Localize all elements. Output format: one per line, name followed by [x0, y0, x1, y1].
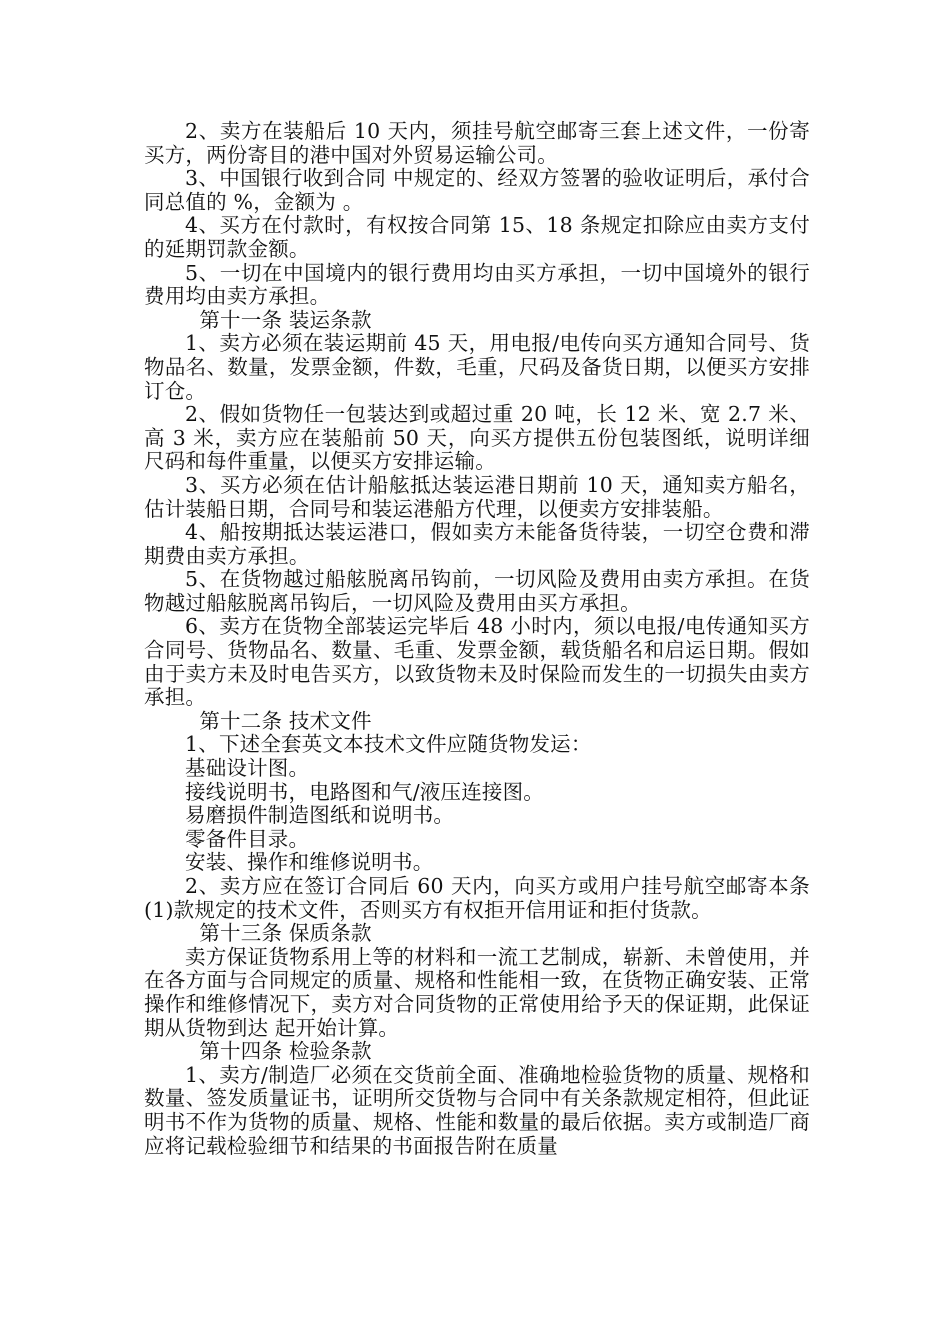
paragraph: 4、买方在付款时，有权按合同第 15、18 条规定扣除应由卖方支付的延期罚款金额。 — [144, 213, 810, 261]
section-heading: 第十二条 技术文件 — [199, 708, 372, 733]
paragraph: 基础设计图。 — [185, 756, 310, 781]
paragraph: 5、在货物越过船舷脱离吊钩前，一切风险及费用由卖方承担。在货物越过船舷脱离吊钩后，一切风险及费用由买方承担。 — [144, 567, 810, 615]
paragraph: 2、卖方应在签订合同后 60 天内，向买方或用户挂号航空邮寄本条(1)款规定的技术文件，否则买方有权拒开信用证和拒付货款。 — [144, 874, 810, 922]
paragraph: 3、中国银行收到合同 中规定的、经双方签署的验收证明后，承付合同总值的 %，金额为 。 — [144, 166, 810, 214]
paragraph: 卖方保证货物系用上等的材料和一流工艺制成，崭新、未曾使用，并在各方面与合同规定的质量、规格和性能相一致，在货物正确安装、正常操作和维修情况下，卖方对合同货物的正常使用给予天的保证期，此保证期从货物到达 起开始计算。 — [144, 944, 810, 1040]
paragraph: 2、假如货物任一包装达到或超过重 20 吨，长 12 米、宽 2.7 米、高 3 米，卖方应在装船前 50 天，向买方提供五份包装图纸，说明详细尺码和每件重量，以便买方安排运输。 — [144, 402, 810, 474]
section-heading: 第十三条 保质条款 — [199, 921, 372, 946]
paragraph: 1、下述全套英文本技术文件应随货物发运： — [185, 732, 592, 757]
paragraph: 1、卖方必须在装运期前 45 天，用电报/电传向买方通知合同号、货物品名、数量，发票金额，件数，毛重，尺码及备货日期，以便买方安排订仓。 — [144, 331, 810, 403]
paragraph: 安装、操作和维修说明书。 — [185, 850, 434, 875]
paragraph: 易磨损件制造图纸和说明书。 — [185, 803, 455, 828]
document-page — [144, 120, 810, 1158]
paragraph: 接线说明书，电路图和气/液压连接图。 — [185, 779, 545, 804]
section-heading: 第十四条 检验条款 — [199, 1039, 372, 1064]
paragraph: 3、买方必须在估计船舷抵达装运港日期前 10 天，通知卖方船名，估计装船日期，合同号和装运港船方代理，以便卖方安排装船。 — [144, 472, 810, 521]
section-heading: 第十一条 装运条款 — [199, 307, 372, 332]
paragraph: 2、卖方在装船后 10 天内，须挂号航空邮寄三套上述文件，一份寄买方，两份寄目的港中国对外贸易运输公司。 — [144, 119, 810, 167]
paragraph: 1、卖方/制造厂必须在交货前全面、准确地检验货物的质量、规格和数量、签发质量证书，证明所交货物与合同中有关条款规定相符，但此证明书不作为货物的质量、规格、性能和数量的最后依据。卖方或制造厂商应将记载检验细节和结果的书面报告附在质量 — [144, 1062, 810, 1158]
paragraph: 6、卖方在货物全部装运完毕后 48 小时内，须以电报/电传通知买方合同号、货物品名、数量、毛重、发票金额，载货船名和启运日期。假如由于卖方未及时电告买方，以致货物未及时保险而发生的一切损失由卖方承担。 — [144, 614, 810, 710]
paragraph: 4、船按期抵达装运港口，假如卖方未能备货待装，一切空仓费和滞期费由卖方承担。 — [144, 520, 810, 568]
paragraph: 5、一切在中国境内的银行费用均由买方承担，一切中国境外的银行费用均由卖方承担。 — [144, 260, 810, 309]
paragraph: 零备件目录。 — [185, 826, 310, 851]
